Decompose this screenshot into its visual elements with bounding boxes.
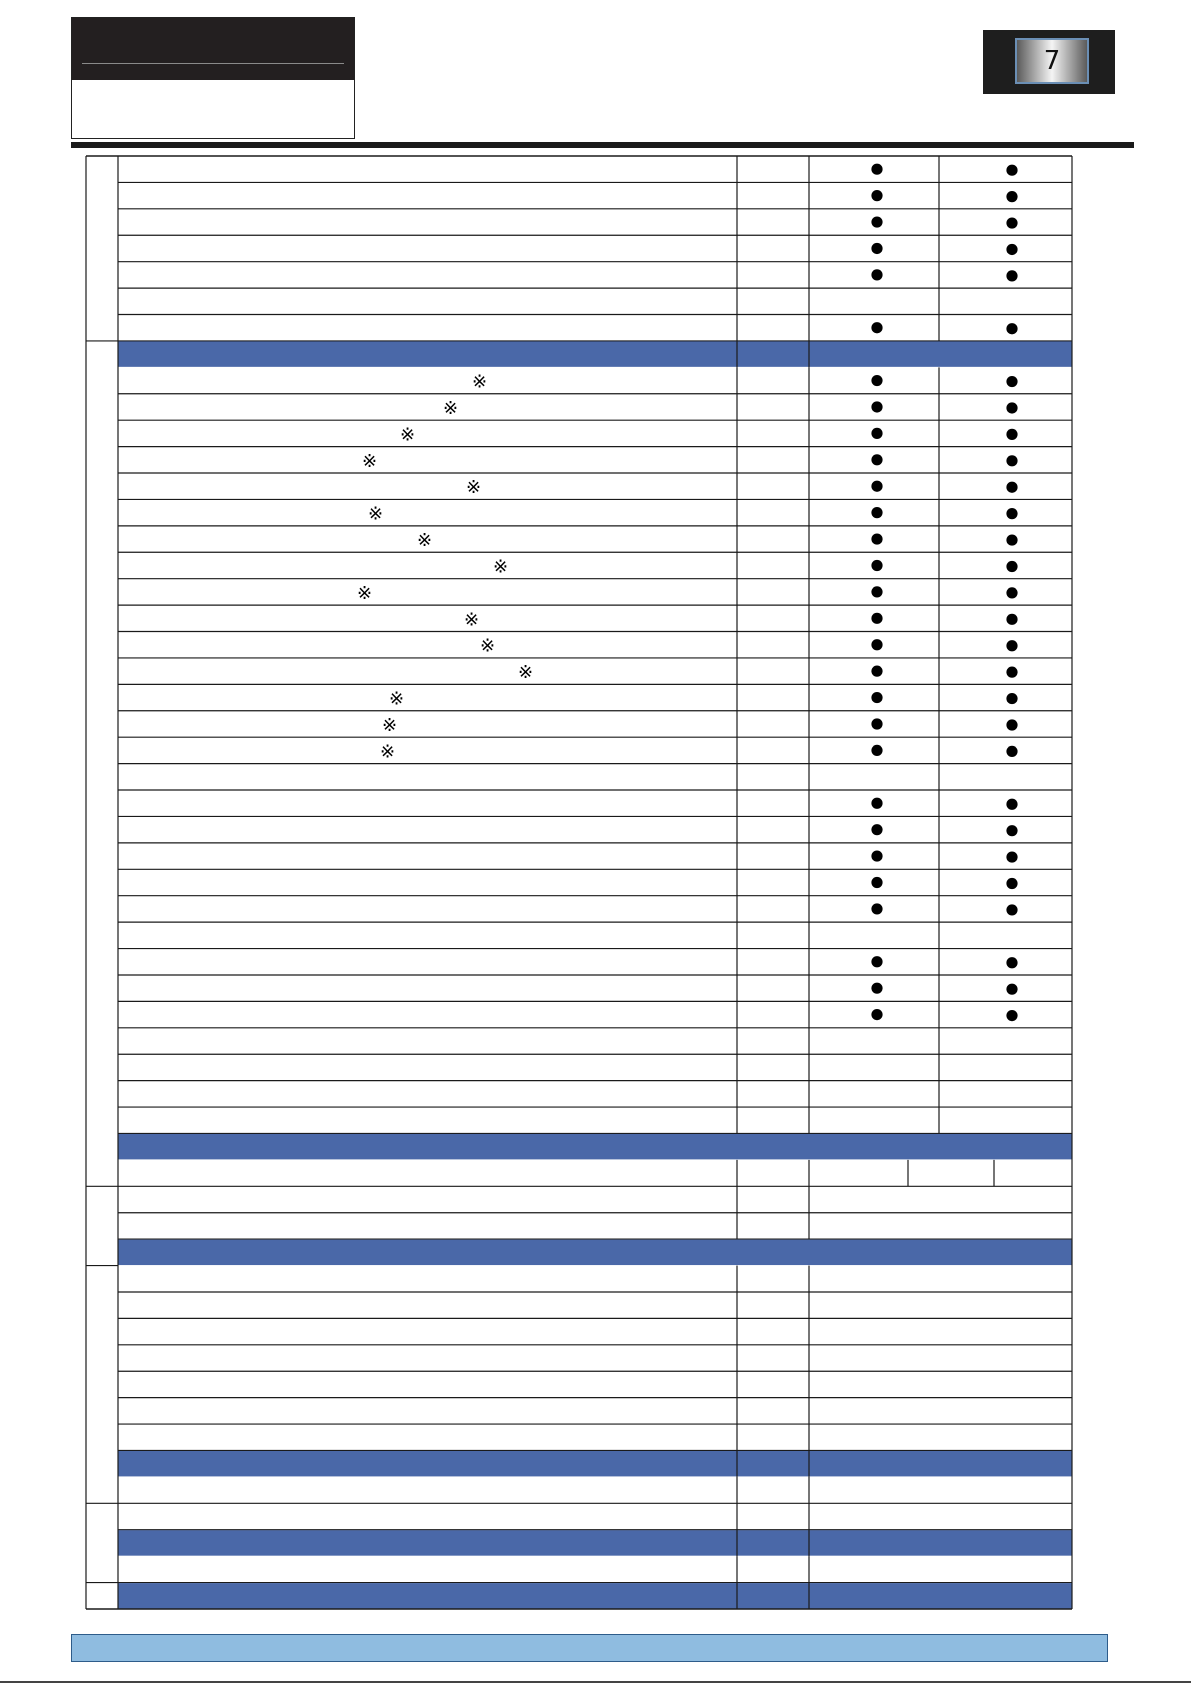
availability-dot — [1006, 217, 1017, 228]
availability-dot — [1006, 482, 1017, 493]
availability-dot — [1006, 851, 1017, 862]
availability-dot — [1006, 878, 1017, 889]
note-mark: ※ — [368, 503, 384, 525]
section-band — [118, 1451, 1072, 1476]
availability-dot — [871, 507, 882, 518]
availability-dot — [871, 216, 882, 227]
availability-dot — [871, 745, 882, 756]
availability-dot — [871, 903, 882, 914]
section-band — [118, 1530, 1072, 1555]
availability-dot — [871, 428, 882, 439]
availability-dot — [871, 956, 882, 967]
section-band — [118, 341, 1072, 366]
availability-dot — [1006, 244, 1017, 255]
availability-dot — [1006, 323, 1017, 334]
section-band — [118, 1583, 1072, 1608]
availability-dot — [871, 481, 882, 492]
note-mark: ※ — [472, 371, 488, 393]
availability-dot — [871, 1009, 882, 1020]
availability-dot — [1006, 640, 1017, 651]
availability-dot — [871, 666, 882, 677]
availability-dot — [1006, 614, 1017, 625]
footer-rule — [0, 1681, 1191, 1683]
availability-dot — [871, 164, 882, 175]
note-mark: ※ — [443, 397, 459, 419]
footer-bar — [71, 1634, 1108, 1662]
page-number: 7 — [1015, 38, 1089, 84]
availability-dot — [871, 454, 882, 465]
note-mark: ※ — [362, 450, 378, 472]
note-mark: ※ — [382, 714, 398, 736]
availability-dot — [1006, 587, 1017, 598]
availability-dot — [1006, 270, 1017, 281]
availability-dot — [871, 613, 882, 624]
availability-dot — [871, 243, 882, 254]
note-mark: ※ — [464, 609, 480, 631]
availability-dot — [1006, 667, 1017, 678]
availability-dot — [1006, 191, 1017, 202]
note-mark: ※ — [493, 556, 509, 578]
note-mark: ※ — [417, 530, 433, 552]
availability-dot — [1006, 719, 1017, 730]
availability-dot — [1006, 455, 1017, 466]
availability-dot — [871, 692, 882, 703]
availability-dot — [871, 322, 882, 333]
availability-dot — [1006, 508, 1017, 519]
section-band — [118, 1134, 1072, 1159]
availability-dot — [1006, 799, 1017, 810]
availability-dot — [1006, 746, 1017, 757]
availability-dot — [871, 269, 882, 280]
note-mark: ※ — [480, 635, 496, 657]
availability-dot — [871, 639, 882, 650]
availability-dot — [1006, 693, 1017, 704]
availability-dot — [871, 190, 882, 201]
availability-dot — [871, 586, 882, 597]
availability-dot — [1006, 561, 1017, 572]
section-band — [118, 1240, 1072, 1265]
note-mark: ※ — [466, 477, 482, 499]
availability-dot — [1006, 904, 1017, 915]
availability-dot — [871, 877, 882, 888]
availability-dot — [871, 718, 882, 729]
note-mark: ※ — [380, 741, 396, 763]
availability-dot — [871, 533, 882, 544]
availability-dot — [871, 375, 882, 386]
availability-dot — [1006, 1010, 1017, 1021]
availability-dot — [1006, 957, 1017, 968]
availability-dot — [871, 983, 882, 994]
availability-dot — [1006, 165, 1017, 176]
note-mark: ※ — [389, 688, 405, 710]
availability-dot — [871, 560, 882, 571]
availability-dot — [1006, 376, 1017, 387]
note-mark: ※ — [357, 582, 373, 604]
availability-dot — [1006, 984, 1017, 995]
availability-dot — [1006, 429, 1017, 440]
note-mark: ※ — [518, 662, 534, 684]
note-mark: ※ — [400, 424, 416, 446]
availability-dot — [1006, 534, 1017, 545]
availability-dot — [871, 824, 882, 835]
availability-dot — [1006, 402, 1017, 413]
availability-dot — [871, 401, 882, 412]
availability-dot — [871, 850, 882, 861]
availability-dot — [871, 798, 882, 809]
availability-dot — [1006, 825, 1017, 836]
